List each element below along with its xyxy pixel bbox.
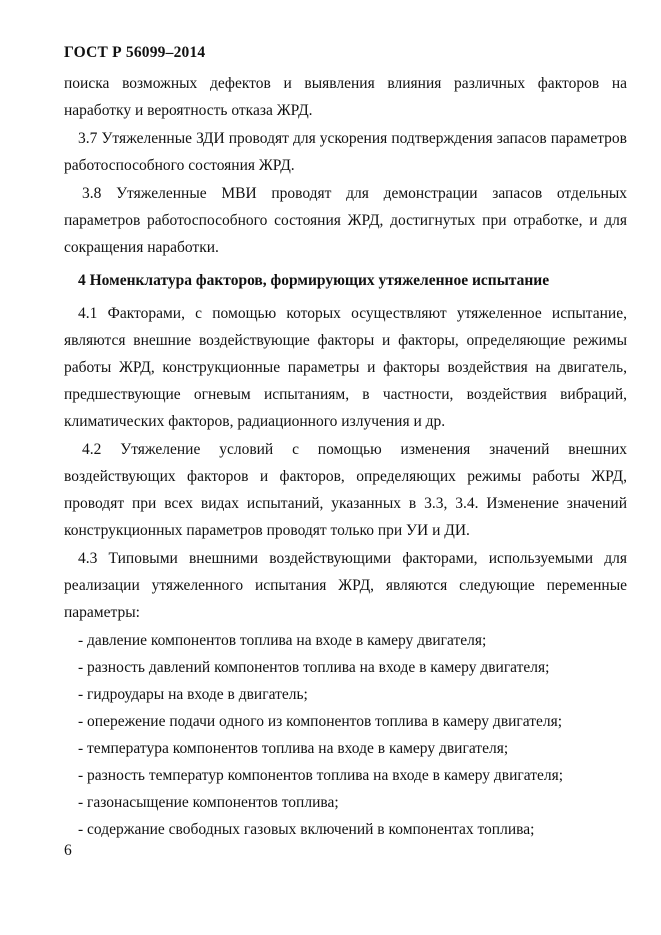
list-item: - газонасыщение компонентов топлива; xyxy=(78,794,339,811)
document-body xyxy=(64,70,627,843)
document-header xyxy=(64,44,205,62)
paragraph-4-1: 4.1 Факторами, с помощью которых осуществляют утяжеленное испытание, являются внешние воздействующие факторы и факторы, определяющие режимы работы ЖРД, конструкционные параметры и факторы воздействия на двигатель, предшествующие огневым испытаниям, в частности, воздействия вибраций, климатических факторов, радиационного излучения и др. xyxy=(64,305,627,430)
standard-year: 2014 xyxy=(173,44,206,61)
header-dash: – xyxy=(165,44,174,61)
list-item: - температура компонентов топлива на входе в камеру двигателя; xyxy=(78,740,509,757)
list-item: - опережение подачи одного из компонентов топлива в камеру двигателя; xyxy=(78,713,563,730)
list-item: - содержание свободных газовых включений в компонентах топлива; xyxy=(78,821,535,838)
list-item: - разность температур компонентов топлива на входе в камеру двигателя; xyxy=(78,767,564,784)
paragraph-4-2: 4.2 Утяжеление условий с помощью изменения значений внешних воздействующих факторов и факторов, определяющих режимы работы ЖРД, проводят при всех видах испытаний, указанных в 3.3, 3.4. Изменение значений конструкционных параметров проводят только при УИ и ДИ. xyxy=(64,441,627,539)
paragraph-continuation: поиска возможных дефектов и выявления влияния различных факторов на наработку и вероятность отказа ЖРД. xyxy=(64,75,627,119)
page-number: 6 xyxy=(64,842,72,859)
list-item: - разность давлений компонентов топлива на входе в камеру двигателя; xyxy=(78,659,550,676)
section-heading-4: 4 Номенклатура факторов, формирующих утяжеленное испытание xyxy=(78,272,550,289)
list-item: - давление компонентов топлива на входе в камеру двигателя; xyxy=(78,632,487,649)
paragraph-3-7: 3.7 Утяжеленные ЗДИ проводят для ускорения подтверждения запасов параметров работоспособного состояния ЖРД. xyxy=(64,130,627,174)
list-item: - гидроудары на входе в двигатель; xyxy=(78,686,308,703)
paragraph-4-3: 4.3 Типовыми внешними воздействующими факторами, используемыми для реализации утяжеленного испытания ЖРД, являются следующие переменные параметры: xyxy=(64,550,627,621)
standard-code: ГОСТ Р 56099 xyxy=(64,44,166,61)
paragraph-3-8: 3.8 Утяжеленные МВИ проводят для демонстрации запасов отдельных параметров работоспособного состояния ЖРД, достигнутых при отработке, и для сокращения наработки. xyxy=(64,185,627,256)
factor-list xyxy=(64,627,627,843)
